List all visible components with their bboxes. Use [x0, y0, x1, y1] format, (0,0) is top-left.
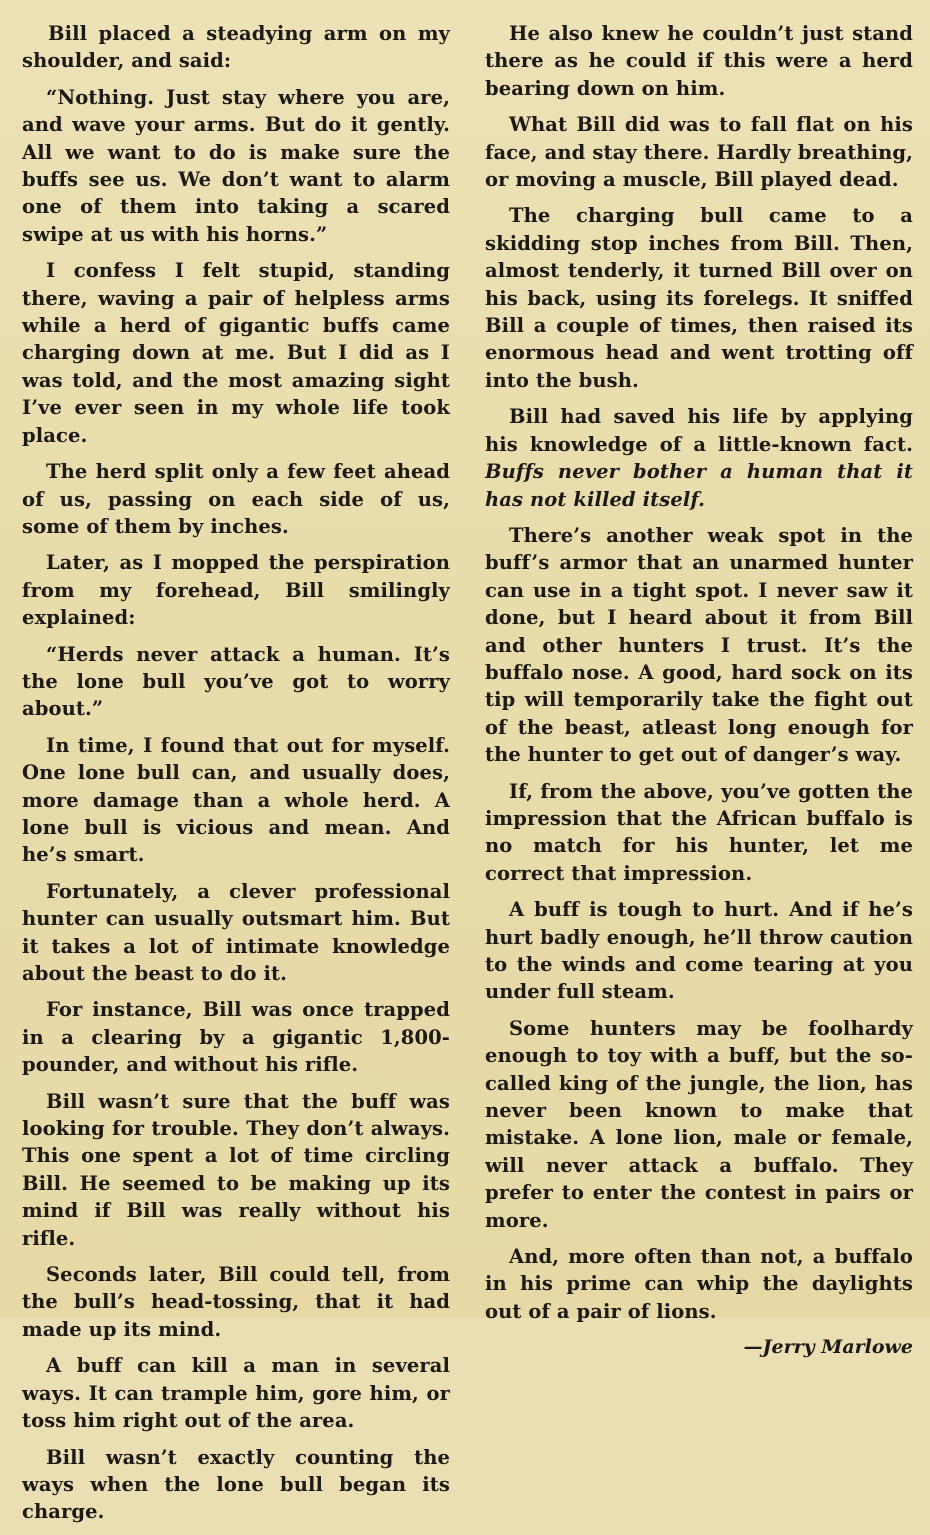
paragraph: Bill wasn’t exactly counting the ways when the lone bull began its charge.	[22, 1445, 450, 1524]
paragraph: I confess I felt stupid, standing there, waving a pair of helpless arms while a herd of gigantic buffs came charging down at me. But I did as I was told, and the most amazing sight I’ve ever seen in my whole life took place.	[22, 259, 450, 447]
paragraph: For instance, Bill was once trapped in a clearing by a gigantic 1,800-pounder, and without his rifle.	[22, 998, 450, 1077]
paragraph: The charging bull came to a skidding stop inches from Bill. Then, almost tenderly, it turned Bill over on his back, using its forelegs. It sniffed Bill a couple of times, then raised its enormous head and went trotting off into the bush.	[485, 204, 913, 392]
paragraph: “Nothing. Just stay where you are, and wave your arms. But do it gently. All we want to do is make sure the buffs see us. We don’t want to alarm one of them into taking a scared swipe at us with his horns.”	[22, 85, 450, 246]
left-column	[22, 20, 450, 1535]
paragraph: “Herds never attack a human. It’s the lone bull you’ve got to worry about.”	[22, 642, 450, 721]
paragraph-text: Bill had saved his life by applying his knowledge of a little-known fact.	[485, 405, 913, 456]
paragraph: Some hunters may be foolhardy enough to toy with a buff, but the so-called king of the jungle, the lion, has never been known to make that mistake. A lone lion, male or female, will never attack a buffalo. They prefer to enter the contest in pairs or more.	[485, 1016, 913, 1232]
paragraph: What Bill did was to fall flat on his face, and stay there. Hardly breathing, or moving a muscle, Bill played dead.	[485, 113, 913, 192]
paragraph: Bill wasn’t sure that the buff was looking for trouble. They don’t always. This one spent a lot of time circling Bill. He seemed to be making up its mind if Bill was really without his rifle.	[22, 1089, 450, 1250]
paragraph: He also knew he couldn’t just stand there as he could if this were a herd bearing down on him.	[485, 22, 913, 100]
paragraph: Seconds later, Bill could tell, from the bull’s head-tossing, that it had made up its mind.	[22, 1263, 450, 1341]
right-column	[485, 20, 913, 1361]
paragraph-with-italic-fact	[485, 403, 913, 513]
paragraph: Later, as I mopped the perspiration from my forehead, Bill smilingly explained:	[22, 551, 450, 630]
paragraph: And, more often than not, a buffalo in his prime can whip the daylights out of a pair of lions.	[485, 1245, 913, 1323]
paragraph: A buff is tough to hurt. And if he’s hurt badly enough, he’ll throw caution to the winds and come tearing at you under full steam.	[485, 898, 913, 1004]
paragraph: Bill placed a steadying arm on my shoulder, and said:	[22, 22, 450, 73]
paragraph: In time, I found that out for myself. One lone bull can, and usually does, more damage than a whole herd. A lone bull is vicious and mean. And he’s smart.	[22, 733, 450, 867]
italic-fact: Buffs never bother a human that it has not killed itself.	[485, 460, 913, 511]
paragraph: There’s another weak spot in the buff’s armor that an unarmed hunter can use in a tight spot. I never saw it done, but I heard about it from Bill and other hunters I trust. It’s the buffalo nose. A good, hard sock on its tip will temporarily take the fight out of the beast, atleast long enough for the hunter to get out of danger’s way.	[485, 523, 913, 767]
paragraph: A buff can kill a man in several ways. It can trample him, gore him, or toss him right out of the area.	[22, 1354, 450, 1433]
paragraph: If, from the above, you’ve gotten the impression that the African buffalo is no match for his hunter, let me correct that impression.	[485, 779, 913, 885]
paragraph: The herd split only a few feet ahead of us, passing on each side of us, some of them by inches.	[22, 460, 450, 538]
paragraph: Fortunately, a clever professional hunter can usually outsmart him. But it takes a lot of intimate knowledge about the beast to do it.	[22, 879, 450, 985]
author-byline: —Jerry Marlowe	[743, 1336, 913, 1359]
